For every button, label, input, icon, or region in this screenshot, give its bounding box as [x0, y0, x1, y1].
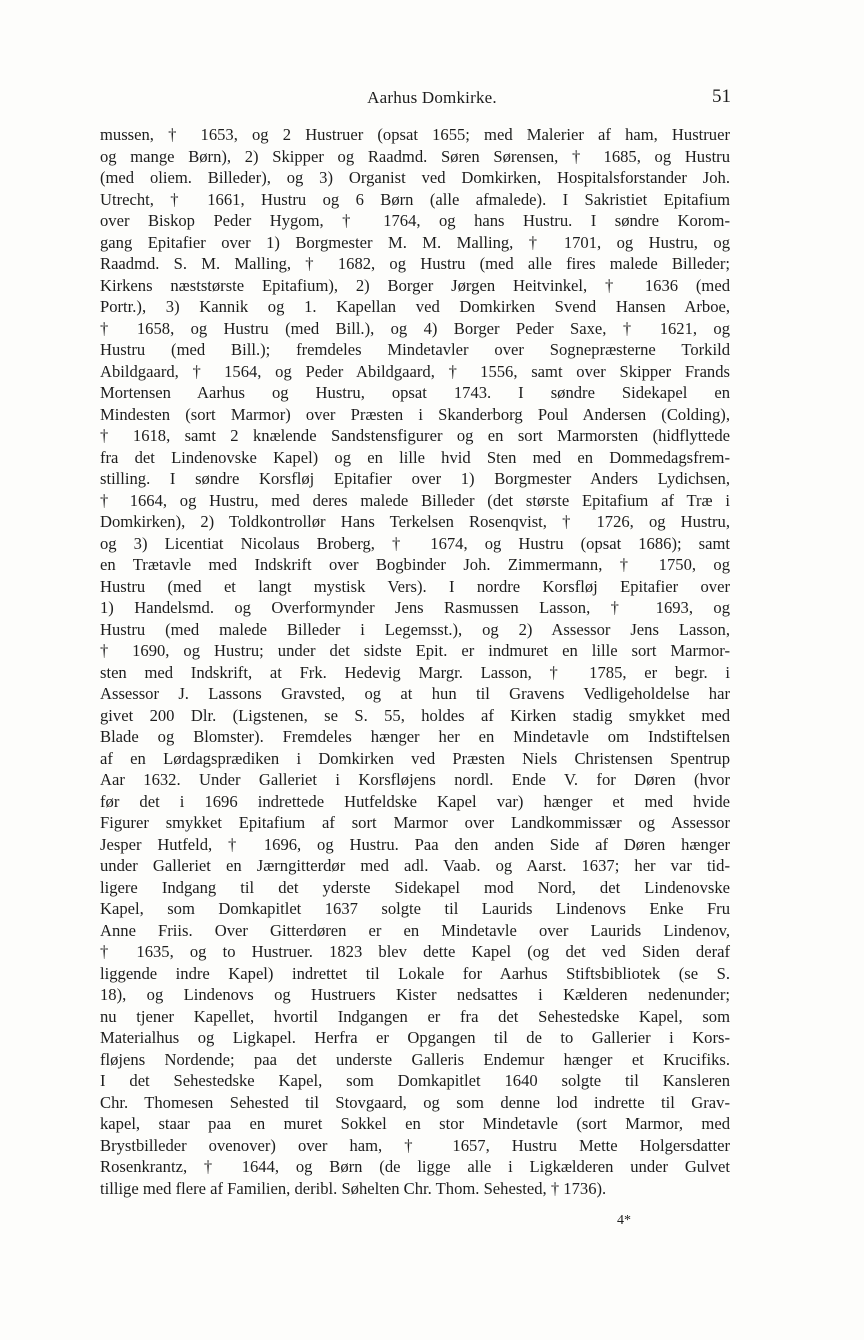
text-line: gang Epitafier over 1) Borgmester M. M. Malling, † 1701, og Hustru, og	[100, 232, 730, 252]
text-line: Brystbilleder ovenover) over ham, † 1657, Hustru Mette Holgersdatter	[100, 1135, 730, 1155]
text-line: fra det Lindenovske Kapel) og en lille hvid Sten med en Dommedagsfrem-	[100, 447, 730, 467]
text-line: Portr.), 3) Kannik og 1. Kapellan ved Domkirken Svend Hansen Arboe,	[100, 297, 730, 316]
text-line: Figurer smykket Epitafium af sort Marmor over Landkommissær og Assessor	[100, 813, 730, 832]
text-line: Jesper Hutfeld, † 1696, og Hustru. Paa den anden Side af Døren hænger	[100, 834, 730, 854]
text-line: † 1658, og Hustru (med Bill.), og 4) Borger Peder Saxe, † 1621, og	[100, 318, 730, 338]
text-line: Aar 1632. Under Galleriet i Korsfløjens nordl. Ende V. for Døren (hvor	[100, 770, 730, 789]
text-line: Kirkens næststørste Epitafium), 2) Borger Jørgen Heitvinkel, † 1636 (med	[100, 275, 730, 295]
text-line: mussen, † 1653, og 2 Hustruer (opsat 1655; med Malerier af ham, Hustruer	[100, 125, 730, 144]
text-line: Assessor J. Lassons Gravsted, og at hun til Gravens Vedligeholdelse har	[100, 684, 730, 703]
text-line: 1) Handelsmd. og Overformynder Jens Rasmussen Lasson, † 1693, og	[100, 598, 730, 617]
text-line: Hustru (med Bill.); fremdeles Mindetavler over Sognepræsterne Torkild	[100, 340, 730, 359]
text-line: Utrecht, † 1661, Hustru og 6 Børn (alle afmalede). I Sakristiet Epitafium	[100, 189, 730, 209]
text-line: Blade og Blomster). Fremdeles hænger her en Mindetavle om Indstiftelsen	[100, 727, 730, 746]
text-line: 18), og Lindenovs og Hustruers Kister nedsattes i Kælderen nedenunder;	[100, 985, 730, 1004]
text-line: nu tjener Kapellet, hvortil Indgangen er fra det Sehestedske Kapel, som	[100, 1006, 730, 1026]
text-line: ligere Indgang til det yderste Sidekapel mod Nord, det Lindenovske	[100, 877, 730, 897]
text-line: sten med Indskrift, at Frk. Hedevig Margr. Lasson, † 1785, er begr. i	[100, 662, 730, 682]
text-line: Mindesten (sort Marmor) over Præsten i Skanderborg Poul Andersen (Colding),	[100, 404, 730, 424]
text-line: Chr. Thomesen Sehested til Stovgaard, og som denne lod indrette til Grav-	[100, 1092, 730, 1112]
text-line: Anne Friis. Over Gitterdøren er en Mindetavle over Laurids Lindenov,	[100, 920, 730, 940]
text-line: (med oliem. Billeder), og 3) Organist ved Domkirken, Hospitalsforstander Joh.	[100, 168, 730, 187]
text-line: liggende indre Kapel) indrettet til Lokale for Aarhus Stiftsbibliotek (se S.	[100, 963, 730, 983]
text-line: Mortensen Aarhus og Hustru, opsat 1743. I søndre Sidekapel en	[100, 383, 730, 402]
text-line: Abildgaard, † 1564, og Peder Abildgaard, † 1556, samt over Skipper Frands	[100, 361, 730, 381]
text-line: Hustru (med malede Billeder i Legemsst.), og 2) Assessor Jens Lasson,	[100, 619, 730, 639]
text-line: under Galleriet en Jærngitterdør med adl. Vaab. og Aarst. 1637; her var tid-	[100, 856, 730, 875]
running-title: Aarhus Domkirke.	[367, 88, 497, 107]
text-line: Kapel, som Domkapitlet 1637 solgte til Laurids Lindenovs Enke Fru	[100, 899, 730, 918]
text-line: Domkirken), 2) Toldkontrollør Hans Terkelsen Rosenqvist, † 1726, og Hustru,	[100, 512, 730, 531]
text-line: Materialhus og Ligkapel. Herfra er Opgangen til de to Gallerier i Kors-	[100, 1028, 730, 1047]
page-number: 51	[712, 86, 731, 107]
text-line: af en Lørdagsprædiken i Domkirken ved Præsten Niels Christensen Spentrup	[100, 748, 730, 768]
text-line: stilling. I søndre Korsfløj Epitafier over 1) Borgmester Anders Lydichsen,	[100, 469, 730, 488]
text-line: Rosenkrantz, † 1644, og Børn (de ligge alle i Ligkælderen under Gulvet	[100, 1157, 730, 1176]
text-line: † 1635, og to Hustruer. 1823 blev dette Kapel (og det ved Siden deraf	[100, 942, 730, 961]
text-line: † 1618, samt 2 knælende Sandstensfigurer og en sort Marmorsten (hidflyttede	[100, 426, 730, 445]
text-line: en Trætavle med Indskrift over Bogbinder Joh. Zimmermann, † 1750, og	[100, 555, 730, 574]
text-line: tillige med flere af Familien, deribl. Søhelten Chr. Thom. Sehested, † 1736).	[100, 1178, 607, 1198]
text-line: givet 200 Dlr. (Ligstenen, se S. 55, holdes af Kirken stadig smykket med	[100, 705, 730, 725]
text-line: † 1690, og Hustru; under det sidste Epit. er indmuret en lille sort Marmor-	[100, 641, 730, 660]
text-line: før det i 1696 indrettede Hutfeldske Kapel var) hænger et med hvide	[100, 791, 730, 811]
text-line: kapel, staar paa en muret Sokkel en stor Mindetavle (sort Marmor, med	[100, 1114, 730, 1133]
text-line: Hustru (med et langt mystisk Vers). I nordre Korsfløj Epitafier over	[100, 576, 730, 596]
text-line: og 3) Licentiat Nicolaus Broberg, † 1674, og Hustru (opsat 1686); samt	[100, 533, 730, 553]
text-line: og mange Børn), 2) Skipper og Raadmd. Søren Sørensen, † 1685, og Hustru	[100, 146, 730, 166]
text-line: Raadmd. S. M. Malling, † 1682, og Hustru (med alle fires malede Billeder;	[100, 254, 730, 273]
signature-mark: 4*	[617, 1213, 631, 1228]
body-text	[100, 124, 730, 1199]
text-line: over Biskop Peder Hygom, † 1764, og hans Hustru. I søndre Korom-	[100, 211, 730, 230]
text-line: † 1664, og Hustru, med deres malede Billeder (det største Epitafium af Træ i	[100, 490, 730, 510]
text-line: fløjens Nordende; paa det underste Galleris Endemur hænger et Krucifiks.	[100, 1049, 730, 1069]
text-line: I det Sehestedske Kapel, som Domkapitlet 1640 solgte til Kansleren	[100, 1071, 730, 1090]
